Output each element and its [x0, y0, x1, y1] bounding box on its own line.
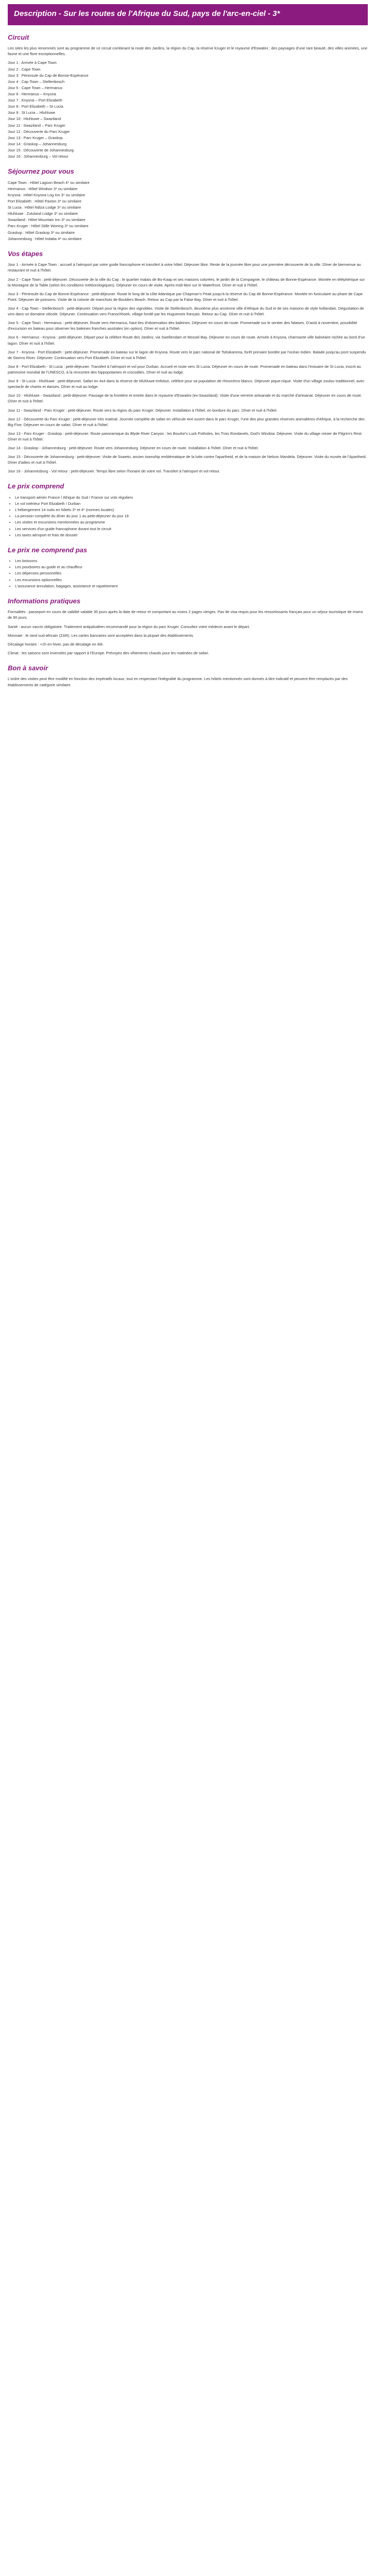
program-day-item: Jour 12 : Découverte du Parc Kruger: [8, 129, 70, 134]
step-paragraph: Jour 13 - Parc Kruger - Graskop : petit-déjeuner. Route panoramique du Blyde River Canyon : les Bourke's Luck Potholes, les Trois Rondavels, God's Window. Déjeuner. Visite du village minier de Pilgrim's Rest. Dîner et nuit à l'hôtel.: [8, 431, 363, 442]
not-included-title: Le prix ne comprend pas: [8, 546, 87, 554]
page-title: Description - Sur les routes de l'Afrique du Sud, pays de l'arc-en-ciel - 3*: [14, 9, 280, 18]
program-day-item: Jour 9 : St Lucia – Hluhluwe: [8, 110, 56, 115]
page-title-banner: [8, 4, 368, 25]
step-paragraph: Jour 6 - Hermanus - Knysna : petit-déjeuner. Départ pour la célèbre Route des Jardins, via Swellendam et Mossel Bay. Déjeuner en cours de route. Arrivée à Knysna, charmante ville balnéaire nichée au bord d'un lagon. Dîner et nuit à l'hôtel.: [8, 335, 365, 346]
included-item: • Les taxes aéroport et frais de dossier: [15, 532, 368, 538]
not-included-section: [8, 545, 368, 589]
included-item: • Le transport aérien France / Afrique du Sud / France sur vols réguliers: [15, 495, 368, 500]
practical-paragraph: Santé : aucun vaccin obligatoire. Traitement antipaludéen recommandé pour la région du parc Kruger. Consultez votre médecin avant le départ.: [8, 624, 250, 629]
step-paragraph: Jour 12 - Découverte du Parc Kruger : petit-déjeuner très matinal. Journée complète de safari en véhicule 4x4 ouvert dans le parc Kruger, l'une des plus grandes réserves animalières d'Afrique, à la recherche des Big Five. Déjeuner en cours de safari. Dîner et nuit à l'hôtel.: [8, 416, 365, 427]
hotel-item: Graskop : Hôtel Graskop 3* ou similaire: [8, 230, 75, 235]
included-section: [8, 481, 368, 537]
step-paragraph: Jour 9 - St Lucia - Hluhluwe : petit-déjeuner. Safari en 4x4 dans la réserve de Hluhluwe-Imfolozi, célèbre pour sa population de rhinocéros blancs. Déjeuner pique-nique. Visite d'un village zoulou traditionnel, avec spectacle de chants et danses. Dîner et nuit au lodge.: [8, 379, 365, 389]
practical-section: [8, 596, 368, 656]
step-paragraph: Jour 2 - Cape Town : petit-déjeuner. Découverte de la ville du Cap : le quartier malais de Bo-Kaap et ses maisons colorées, le jardin de la Compagnie, le château de Bonne-Espérance. Montée en téléphérique sur la Montagne de la Table (selon les conditions météorologiques). Déjeuner en cours de visite. Après-midi libre sur le Waterfront. Dîner et nuit à l'hôtel.: [8, 277, 365, 287]
step-paragraph: Jour 5 - Cape Town - Hermanus : petit-déjeuner. Route vers Hermanus, haut lieu d'observation des baleines. Déjeuner en cours de route. Promenade sur le sentier des falaises. D'août à novembre, possibilité d'excursion en bateau pour observer les baleines franches australes (en option). Dîner et nuit à l'hôtel.: [8, 320, 357, 331]
steps-title: Vos étapes: [8, 249, 43, 258]
program-day-item: Jour 7 : Knysna – Port Elizabeth: [8, 98, 62, 103]
step-paragraph: Jour 3 - Péninsule du Cap de Bonne-Espérance : petit-déjeuner. Route le long de la côte Atlantique par Chapman's Peak jusqu'à la réserve du Cap de Bonne-Espérance. Montée en funiculaire au phare de Cape Point. Déjeuner de poissons. Visite de la colonie de manchots de Boulders Beach. Retour au Cap par la False Bay. Dîner et nuit à l'hôtel.: [8, 291, 363, 302]
step-paragraph: Jour 10 - Hluhluwe - Swaziland : petit-déjeuner. Passage de la frontière et entrée dans le royaume d'Eswatini (ex-Swaziland). Visite d'une verrerie artisanale et du marché d'artisanat. Déjeuner en cours de route. Dîner et nuit à l'hôtel.: [8, 393, 362, 404]
not-included-list: [8, 558, 368, 589]
practical-paragraph: Formalités : passeport en cours de validité valable 30 jours après la date de retour et comportant au moins 2 pages vierges. Pas de visa requis pour les ressortissants français pour un séjour touristique de moins de 90 jours.: [8, 609, 363, 620]
practical-paragraph: Climat : les saisons sont inversées par rapport à l'Europe. Prévoyez des vêtements chauds pour les matinées de safari.: [8, 650, 209, 655]
not-included-item: • L'assurance annulation, bagages, assistance et rapatriement: [15, 583, 368, 589]
not-included-item: • Les boissons: [15, 558, 368, 564]
hotels-list: [8, 180, 368, 242]
not-included-item: • Les excursions optionnelles: [15, 577, 368, 583]
steps-section: [8, 249, 368, 474]
included-list: [8, 495, 368, 538]
program-title: Circuit: [8, 33, 29, 41]
practical-title: Informations pratiques: [8, 597, 80, 605]
included-item: • Les services d'un guide francophone durant tout le circuit: [15, 526, 368, 532]
program-day-item: Jour 6 : Hermanus – Knysna: [8, 92, 56, 97]
program-section: [8, 32, 368, 159]
program-day-item: Jour 10 : Hluhluwe – Swaziland: [8, 116, 61, 122]
step-paragraph: Jour 14 - Graskop - Johannesburg : petit-déjeuner. Route vers Johannesburg. Déjeuner en cours de route. Installation à l'hôtel. Dîner et nuit à l'hôtel.: [8, 446, 259, 451]
step-paragraph: Jour 7 - Knysna - Port Elizabeth : petit-déjeuner. Promenade en bateau sur le lagon de Knysna. Route vers le parc national de Tsitsikamma, forêt primaire bordée par l'océan Indien. Balade jusqu'au pont suspendu de Storms River. Déjeuner. Continuation vers Port Elizabeth. Dîner et nuit à l'hôtel.: [8, 349, 366, 360]
included-item: • La pension complète du dîner du jour 1 au petit-déjeuner du jour 16: [15, 513, 368, 519]
hotel-item: Johannesburg : Hôtel Indaba 4* ou similaire: [8, 236, 82, 241]
hotel-item: Parc Kruger : Hôtel Stille Woning 3* ou similaire: [8, 224, 89, 229]
hotel-item: Cape Town : Hôtel Lagoon Beach 4* ou similaire: [8, 180, 90, 185]
not-included-item: • Les dépenses personnelles: [15, 570, 368, 576]
hotel-item: Hermanus : Hôtel Windsor 3* ou similaire: [8, 186, 78, 191]
hotel-item: St Lucia : Hôtel Ndiza Lodge 3* ou similaire: [8, 205, 82, 210]
program-day-item: Jour 14 : Graskop – Johannesburg: [8, 141, 67, 146]
practical-paragraph: Décalage horaire : +1h en hiver, pas de décalage en été.: [8, 641, 104, 647]
program-day-item: Jour 16 : Johannesburg – Vol retour: [8, 154, 69, 159]
hotel-item: Swaziland : Hôtel Mountain Inn 3* ou similaire: [8, 217, 86, 223]
included-item: • Le vol intérieur Port Elizabeth / Durban: [15, 501, 368, 506]
hotels-section: [8, 166, 368, 242]
page-content: [0, 4, 376, 688]
footer-text: L'ordre des visites peut être modifié en fonction des impératifs locaux, tout en respectant l'intégralité du programme. Les hôtels mentionnés sont donnés à titre indicatif et peuvent être remplacés par des établissements de catégorie similaire.: [8, 676, 348, 687]
program-day-item: Jour 5 : Cape Town – Hermanus: [8, 85, 62, 90]
step-paragraph: Jour 16 - Johannesburg - Vol retour : petit-déjeuner. Temps libre selon l'horaire de votre vol. Transfert à l'aéroport et vol retour.: [8, 469, 220, 474]
included-item: • L'hébergement 14 nuits en hôtels 3* et 4* (normes locales): [15, 507, 368, 513]
practical-paragraph: Monnaie : le rand sud-africain (ZAR). Les cartes bancaires sont acceptées dans la plupart des établissements.: [8, 633, 194, 638]
hotel-item: Hluhluwe : Zululand Lodge 3* ou similaire: [8, 211, 78, 216]
step-paragraph: Jour 4 - Cap Town - Stellenbosch : petit-déjeuner. Départ pour la région des vignobles. Visite de Stellenbosch, deuxième plus ancienne ville d'Afrique du Sud et de ses maisons de style hollandais. Dégustation de vins dans un domaine viticole. Déjeuner. Continuation vers Franschhoek, village fondé par les Huguenots français. Retour au Cap. Dîner et nuit à l'hôtel.: [8, 306, 364, 317]
program-day-item: Jour 2 : Cape Town: [8, 66, 41, 72]
hotel-item: Knysna : Hôtel Knysna Log Inn 3* ou similaire: [8, 192, 85, 197]
included-title: Le prix comprend: [8, 482, 64, 490]
program-day-item: Jour 1 : Arrivée à Cape Town: [8, 60, 57, 65]
step-paragraph: Jour 1 - Arrivée à Cape Town : accueil à l'aéroport par votre guide francophone et transfert à votre hôtel. Déjeuner libre. Reste de la journée libre pour une première découverte de la ville. Dîner de bienvenue au restaurant et nuit à l'hôtel.: [8, 262, 361, 273]
program-day-item: Jour 15 : Découverte de Johannesburg: [8, 148, 74, 152]
program-day-item: Jour 13 : Parc Kruger – Graskop: [8, 135, 63, 140]
footer-title: Bon à savoir: [8, 664, 48, 672]
program-day-item: Jour 11 : Swaziland – Parc Kruger: [8, 123, 66, 128]
step-paragraph: Jour 11 - Swaziland - Parc Kruger : petit-déjeuner. Route vers la région du parc Kruger. Déjeuner. Installation à l'hôtel, en bordure du parc. Dîner et nuit à l'hôtel.: [8, 408, 278, 413]
step-paragraph: Jour 15 - Découverte de Johannesburg : petit-déjeuner. Visite de Soweto, ancien township emblématique de la lutte contre l'apartheid, et de la maison de Nelson Mandela. Déjeuner. Visite du musée de l'Apartheid. Dîner d'adieu et nuit à l'hôtel.: [8, 454, 367, 465]
program-day-item: Jour 3 : Péninsule du Cap de Bonne-Espérance: [8, 73, 89, 78]
hotels-title: Séjournez pour vous: [8, 167, 74, 176]
footer-section: [8, 663, 368, 688]
step-paragraph: Jour 8 - Port Elizabeth - St Lucia : petit-déjeuner. Transfert à l'aéroport et vol pour Durban. Accueil et route vers St Lucia. Déjeuner en cours de route. Promenade en bateau dans l'estuaire de St Lucia, inscrit au patrimoine mondial de l'UNESCO, à la rencontre des hippopotames et crocodiles. Dîner et nuit au lodge.: [8, 364, 361, 375]
program-day-item: Jour 8 : Port Elizabeth – St Lucia: [8, 104, 63, 109]
included-item: • Les visites et excursions mentionnées au programme: [15, 519, 368, 525]
program-intro: Les sites les plus renommés sont au programme de ce circuit combinant la route des Jardins, la région du Cap, la réserve Kruger et le royaume d'Eswatini ; des paysages d'une rare beauté, des villes animées, une faune et une flore exceptionnelles.: [8, 46, 368, 57]
not-included-item: • Les pourboires au guide et au chauffeur: [15, 564, 368, 570]
hotel-item: Port Elizabeth : Hôtel Paxton 3* ou similaire: [8, 199, 82, 204]
program-day-item: Jour 4 : Cap Town – Stellenbosch: [8, 79, 64, 84]
program-days-list: [8, 60, 368, 159]
